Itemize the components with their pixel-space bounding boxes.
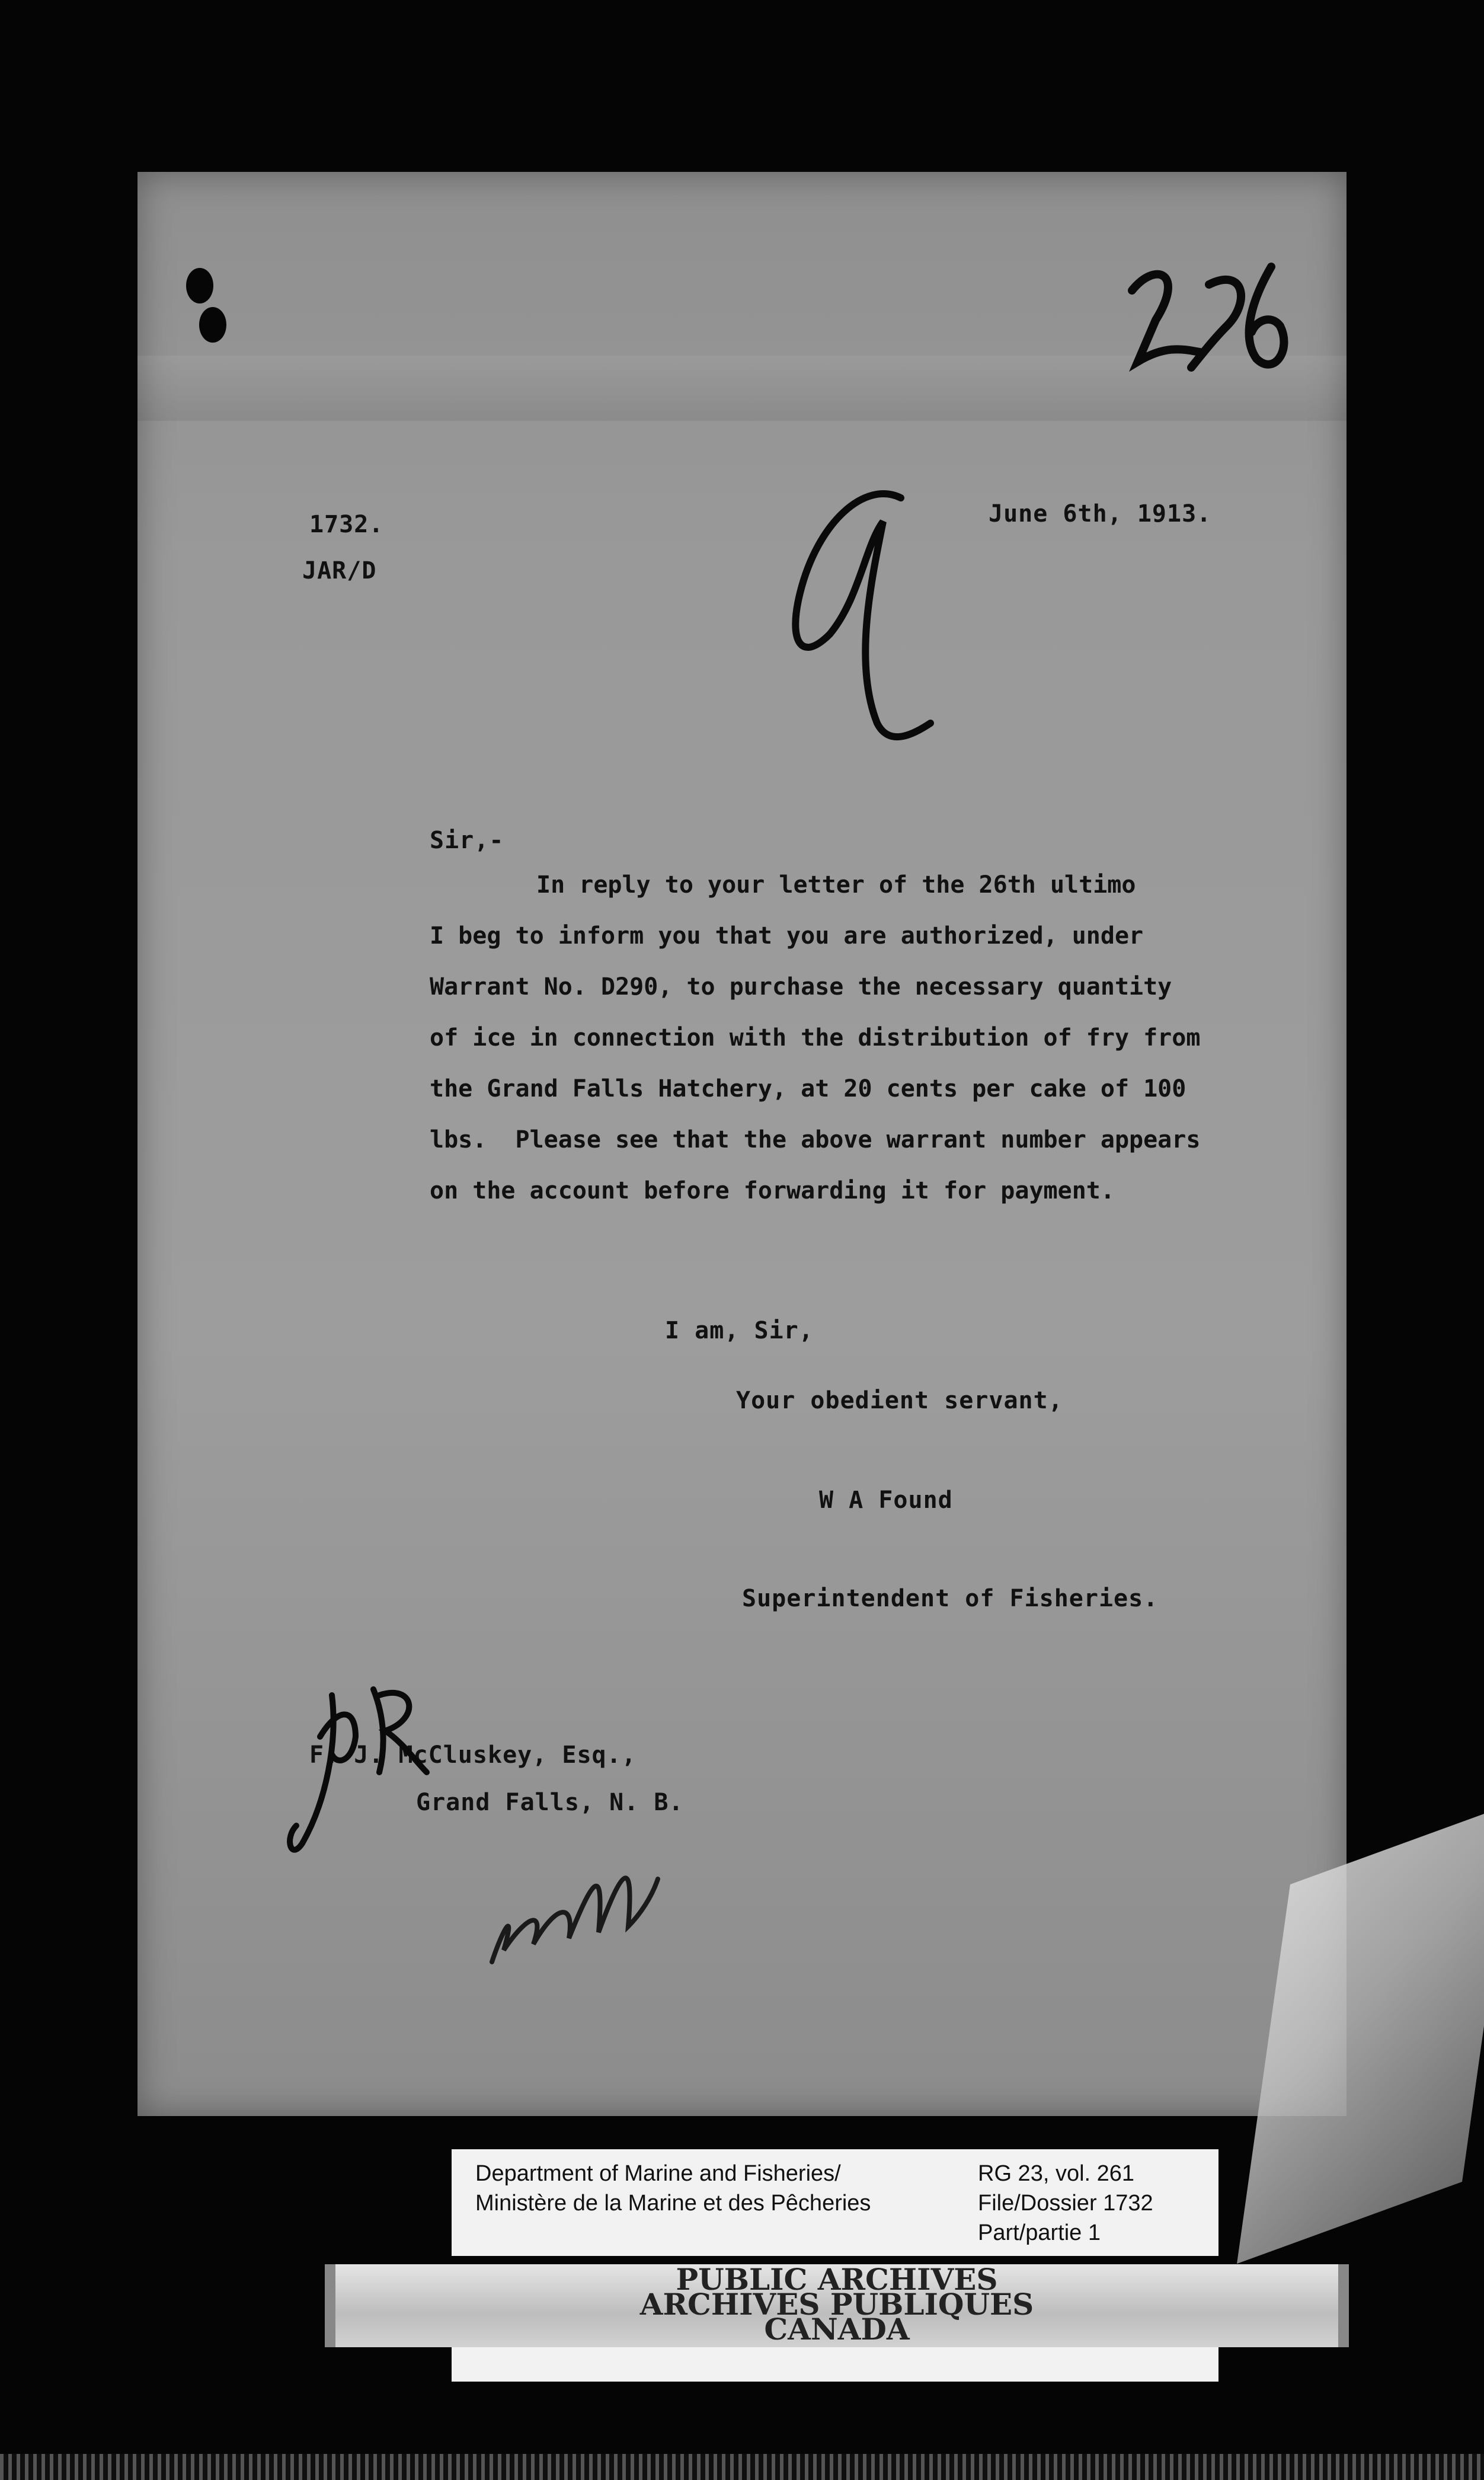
letter-date: June 6th, 1913. [989,500,1212,528]
body-line: the Grand Falls Hatchery, at 20 cents per cake of 100 [430,1075,1186,1102]
addressee-place: Grand Falls, N. B. [416,1789,684,1816]
stamp-line-2: ARCHIVES PUBLIQUES [639,2287,1034,2322]
addressee-name: F. J. McCluskey, Esq., [309,1741,637,1769]
folded-corner [1237,1803,1484,2264]
file-reference: 1732. [309,511,384,538]
margin-mark-handwritten [765,486,978,749]
typed-signature: W A Found [819,1487,953,1514]
stamp-line-3: CANADA [764,2312,910,2347]
letter-body [430,859,1319,1216]
public-archives-stamp [325,2264,1349,2347]
initials-handwritten [284,1672,439,1864]
body-line: of ice in connection with the distribution of fry from [430,1024,1201,1052]
body-line: Warrant No. D290, to purchase the necessary quantity [430,973,1172,1001]
salutation: Sir,- [430,827,504,854]
reference-rg: RG 23, vol. 261 [978,2161,1135,2186]
body-line: lbs. Please see that the above warrant number appears [430,1126,1201,1153]
folio-number-handwritten [1114,249,1304,394]
signatory-title: Superintendent of Fisheries. [742,1585,1159,1612]
stamp-line-1: PUBLIC ARCHIVES [676,2262,998,2297]
initials-reference: JAR/D [302,557,377,584]
department-en: Department of Marine and Fisheries/ [475,2161,841,2186]
body-line: In reply to your letter of the 26th ultimo [536,871,1136,899]
archive-reference-label [452,2149,1218,2256]
body-line: on the account before forwarding it for payment. [430,1177,1115,1204]
label-card-bottom [452,2347,1218,2382]
body-line: I beg to inform you that you are authorized, under [430,922,1144,950]
reference-file: File/Dossier 1732 [978,2191,1153,2216]
department-fr: Ministère de la Marine et des Pêcheries [475,2191,871,2216]
punch-hole-bottom [199,307,226,343]
film-edge [0,2454,1484,2480]
punch-hole-top [186,268,213,303]
closing-line: I am, Sir, [665,1317,814,1344]
handwritten-signature [480,1843,670,1976]
reference-part: Part/partie 1 [978,2220,1101,2245]
closing-servant: Your obedient servant, [736,1387,1063,1414]
